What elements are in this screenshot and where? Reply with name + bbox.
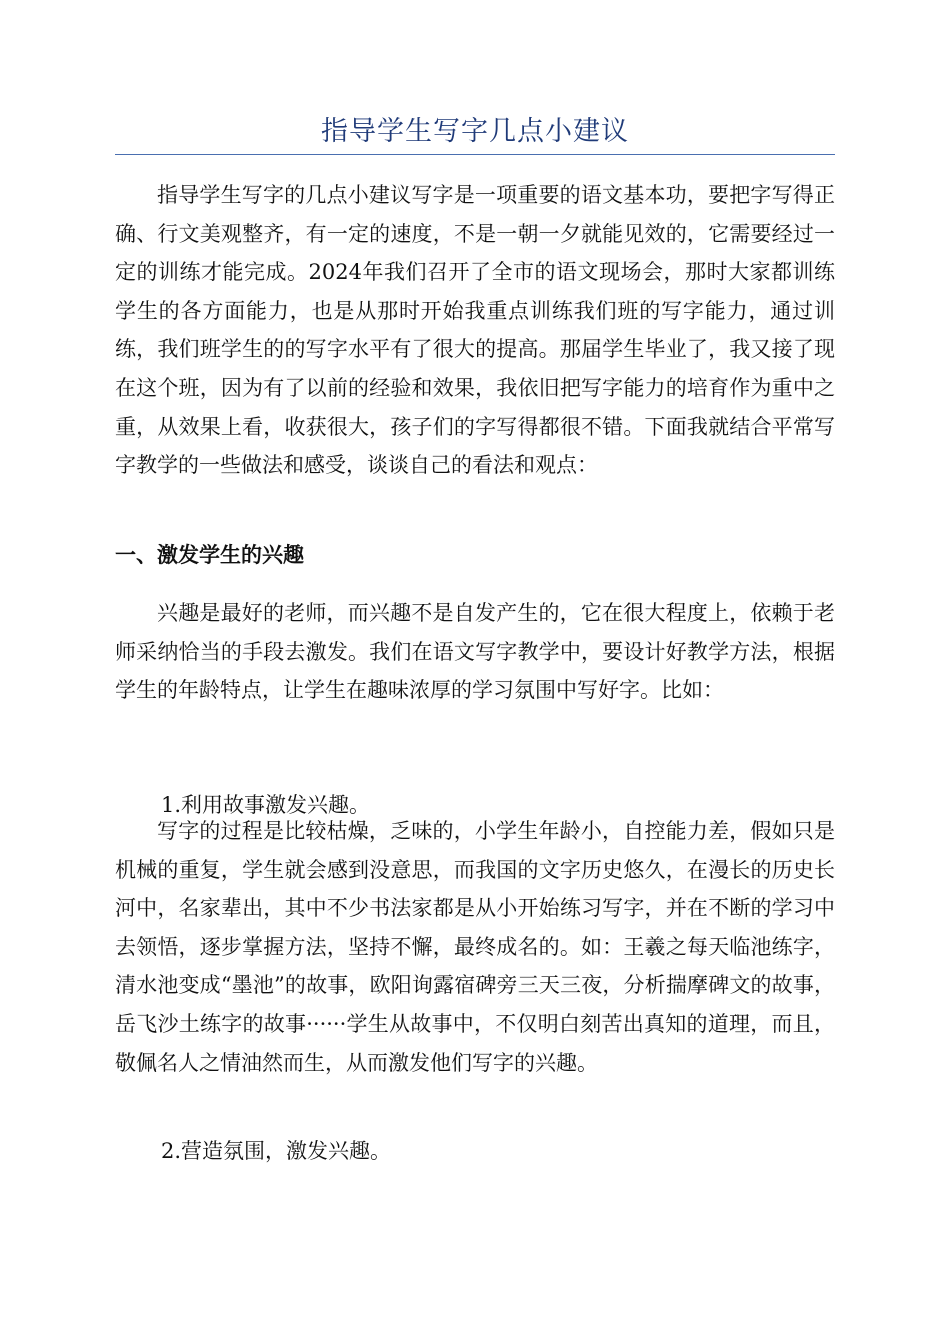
document-title: 指导学生写字几点小建议 xyxy=(321,116,629,147)
item1-paragraph: 写字的过程是比较枯燥，乏味的，小学生年龄小，自控能力差，假如只是机械的重复，学生就会感到没意思，而我国的文字历史悠久，在漫长的历史长河中，名家辈出，其中不少书法家都是从小开始练习写字，并在不断的学习中去领悟，逐步掌握方法，坚持不懈，最终成名的。如：王羲之每天临池练字，清水池变成“墨池”的故事，欧阳询露宿碑旁三天三夜，分析揣摩碑文的故事，岳飞沙土练字的故事······学生从故事中，不仅明白刻苦出真知的道理，而且，敬佩名人之情油然而生，从而激发他们写字的兴趣。 xyxy=(115,819,835,1075)
section-heading-1: 一、激发学生的兴趣 xyxy=(115,543,304,567)
list-item-2: 2.营造氛围，激发兴趣。 xyxy=(161,1139,392,1163)
intro-paragraph: 指导学生写字的几点小建议写字是一项重要的语文基本功，要把字写得正确、行文美观整齐，有一定的速度，不是一朝一夕就能见效的，它需要经过一定的训练才能完成。2024年我们召开了全市的语文现场会，那时大家都训练学生的各方面能力，也是从那时开始我重点训练我们班的写字能力，通过训练，我们班学生的的写字水平有了很大的提高。那届学生毕业了，我又接了现在这个班，因为有了以前的经验和效果，我依旧把写字能力的培育作为重中之重，从效果上看，收获很大，孩子们的字写得都很不错。下面我就结合平常写字教学的一些做法和感受，谈谈自己的看法和观点： xyxy=(115,183,835,478)
list-item-1: 1.利用故事激发兴趣。 xyxy=(161,793,371,817)
title-underline xyxy=(115,154,835,155)
section1-paragraph: 兴趣是最好的老师，而兴趣不是自发产生的，它在很大程度上，依赖于老师采纳恰当的手段去激发。我们在语文写字教学中，要设计好教学方法，根据学生的年龄特点，让学生在趣味浓厚的学习氛围中写好字。比如： xyxy=(115,601,835,703)
